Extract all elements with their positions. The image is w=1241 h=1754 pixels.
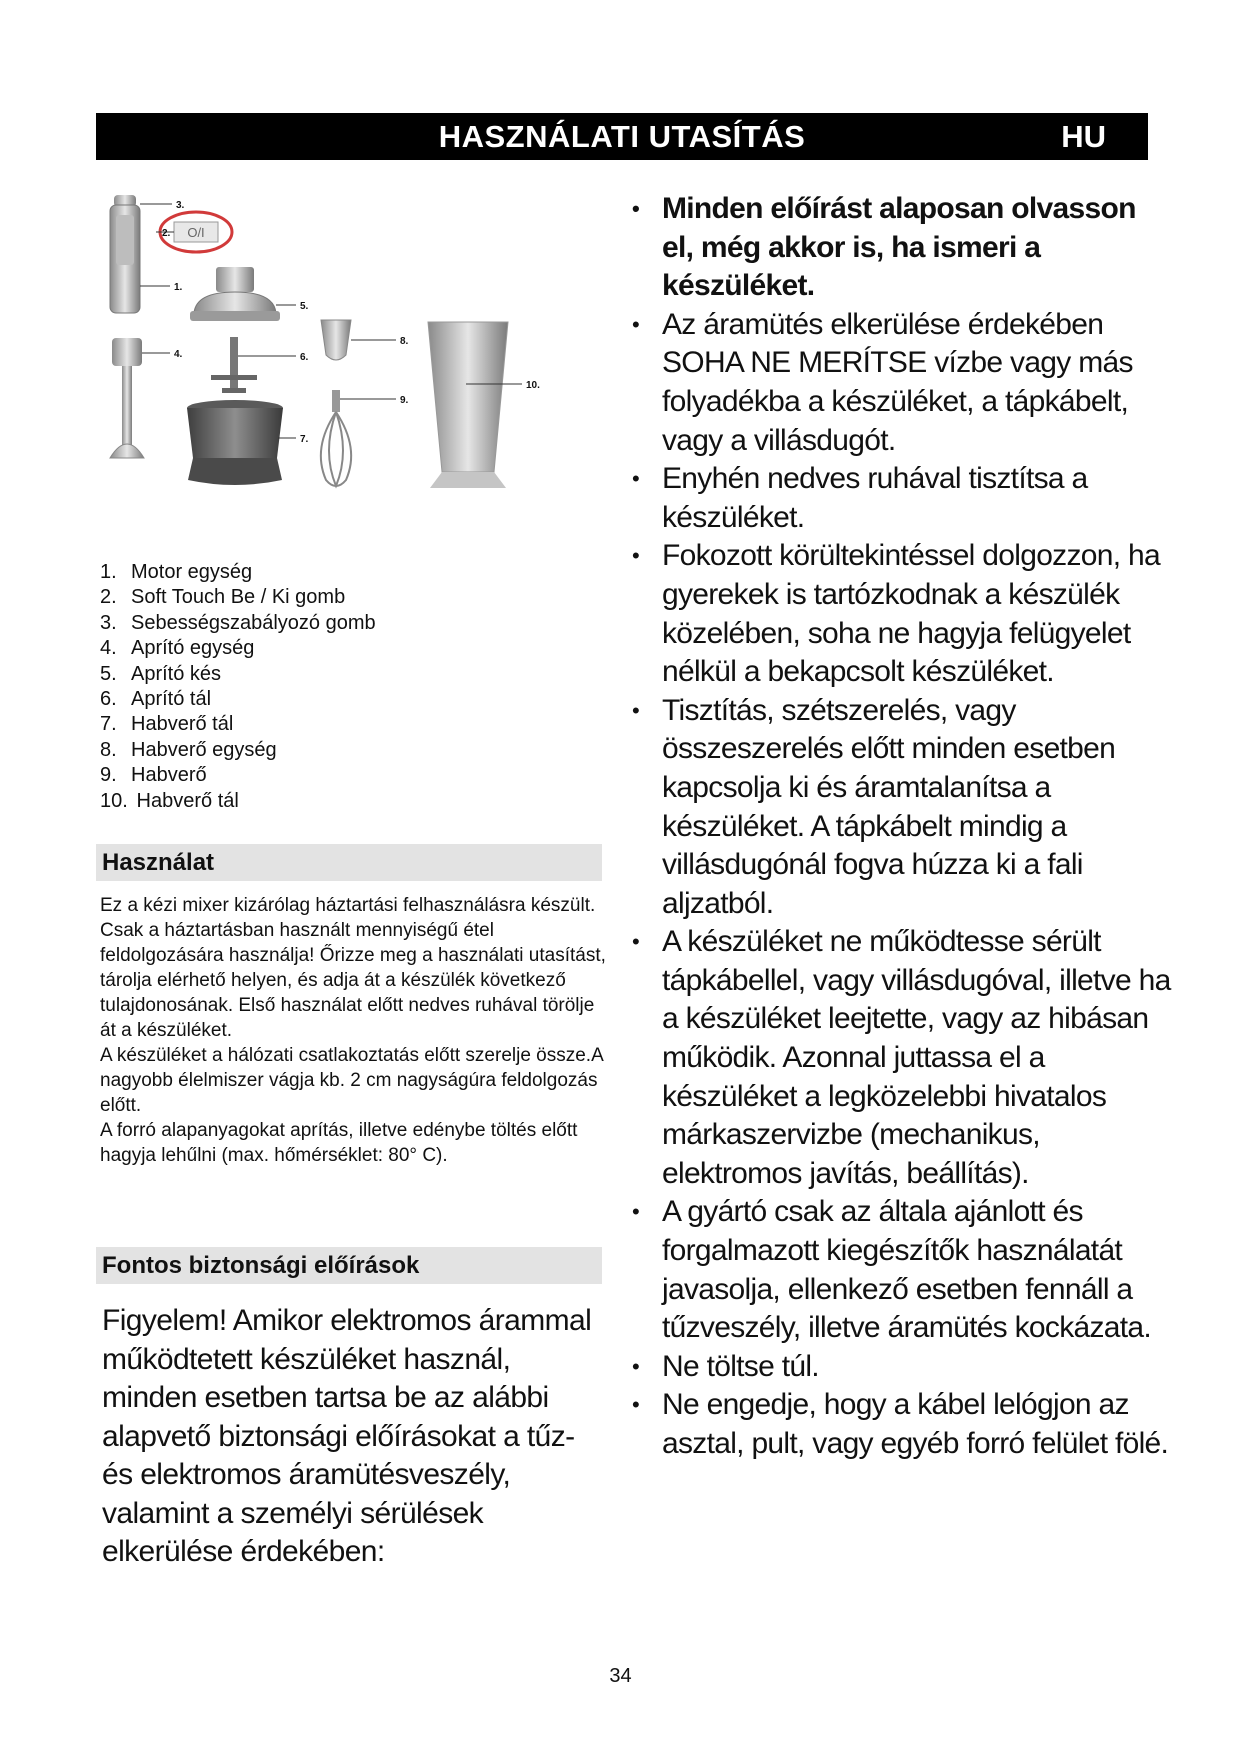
document-title: HASZNÁLATI UTASÍTÁS <box>438 119 806 154</box>
safety-heading: Fontos biztonsági előírások <box>96 1247 602 1284</box>
list-item: 8. Habverő egység <box>100 738 277 761</box>
list-item: • Enyhén nedves ruhával tisztítsa a készüléket. <box>632 460 1172 537</box>
part-label: 7. <box>300 434 309 445</box>
usage-paragraph: Ez a kézi mixer kizárólag háztartási felhasználásra készült. Csak a háztartásban használt mennyiségű étel feldolgozására használja! Őrizze meg a használati utasítást, tárolja elérhető helyen, és adja át a készülék következő tulajdonosának. Első használat előtt nedves ruhával törölje át a készüléket. <box>100 895 606 1041</box>
part-label: 4. <box>174 349 183 360</box>
whisk-unit-drawing <box>321 320 351 360</box>
parts-list <box>100 560 600 814</box>
button-text: O/I <box>187 225 205 240</box>
part-label: 1. <box>174 282 183 293</box>
language-code: HU <box>1061 119 1106 154</box>
part-label: 8. <box>400 336 409 347</box>
header-bar <box>96 113 1148 160</box>
list-item: 6. Aprító tál <box>100 688 212 711</box>
list-item: • A készüléket ne működtesse sérült tápkábellel, vagy villásdugóval, illetve ha a készüléket leejtette, vagy az hibásan működik. Azonnal juttassa el a készüléket a legközelebbi hivatalos márkaszervizbe (mechanikus, elektromos javítás, beállítás). <box>632 923 1172 1193</box>
list-item: • Ne töltse túl. <box>632 1348 1172 1387</box>
list-item: 7. Habverő tál <box>100 713 234 736</box>
list-item: • Ne engedje, hogy a kábel lelógjon az asztal, pult, vagy egyéb forró felület fölé. <box>632 1386 1172 1463</box>
part-label: 9. <box>400 395 409 406</box>
motor-unit-drawing <box>110 195 140 313</box>
parts-illustration <box>96 190 608 555</box>
beaker-drawing <box>428 322 508 488</box>
safety-intro: Figyelem! Amikor elektromos árammal működtetett készüléket használ, minden esetben tartsa be az alábbi alapvető biztonsági előírásokat a tűz- és elektromos áramütésveszély, valamint a személyi sérülések elkerülése érdekében: <box>102 1304 592 1568</box>
part-label: 3. <box>176 200 185 211</box>
part-label: 6. <box>300 352 309 363</box>
list-item: • Tisztítás, szétszerelés, vagy összeszerelés előtt minden esetben kapcsolja ki és áramtalanítsa a készüléket. A tápkábelt mindig a villásdugónál fogva húzza ki a fali aljzatból. <box>632 692 1172 924</box>
usage-paragraph: A készüléket a hálózati csatlakoztatás előtt szerelje össze.A nagyobb élelmiszer vágja kb. 2 cm nagyságúra feldolgozás előtt. <box>100 1045 603 1116</box>
chopper-blade-drawing <box>211 337 257 393</box>
page-number: 34 <box>609 1665 632 1687</box>
list-item: 5. Aprító kés <box>100 662 222 685</box>
safety-rules-list <box>632 190 1172 1464</box>
list-item: • Az áramütés elkerülése érdekében SOHA NE MERÍTSE vízbe vagy más folyadékba a készüléket, a tápkábelt, vagy a villásdugót. <box>632 306 1172 460</box>
list-item: • A gyártó csak az általa ajánlott és forgalmazott kiegészítők használatát javasolja, ellenkező esetben fennáll a tűzveszély, illetve áramütés kockázata. <box>632 1193 1172 1347</box>
blender-leg-drawing <box>110 338 144 458</box>
chopper-lid-drawing <box>190 267 280 321</box>
list-item: 3. Sebességszabályozó gomb <box>100 611 376 634</box>
chopper-bowl-drawing <box>187 400 283 485</box>
usage-heading: Használat <box>96 844 602 881</box>
list-item: • Minden előírást alaposan olvasson el, még akkor is, ha ismeri a készüléket. <box>632 190 1172 306</box>
list-item: 9. Habverő <box>100 764 207 787</box>
list-item: 2. Soft Touch Be / Ki gomb <box>100 586 346 609</box>
parts-diagram <box>96 190 608 555</box>
part-label: 5. <box>300 301 309 312</box>
list-item: 4. Aprító egység <box>100 637 255 660</box>
list-item: 1. Motor egység <box>100 561 253 583</box>
usage-text <box>100 893 610 1168</box>
part-label: 2. <box>162 228 171 239</box>
list-item: 10. Habverő tál <box>100 789 239 812</box>
part-label: 10. <box>526 380 540 391</box>
usage-paragraph: A forró alapanyagokat aprítás, illetve edénybe töltés előtt hagyja lehűlni (max. hőmérséklet: 80° C). <box>100 1120 578 1166</box>
whisk-drawing <box>321 390 351 486</box>
list-item: • Fokozott körültekintéssel dolgozzon, ha gyerekek is tartózkodnak a készülék közelében, soha ne hagyja felügyelet nélkül a bekapcsolt készüléket. <box>632 537 1172 691</box>
